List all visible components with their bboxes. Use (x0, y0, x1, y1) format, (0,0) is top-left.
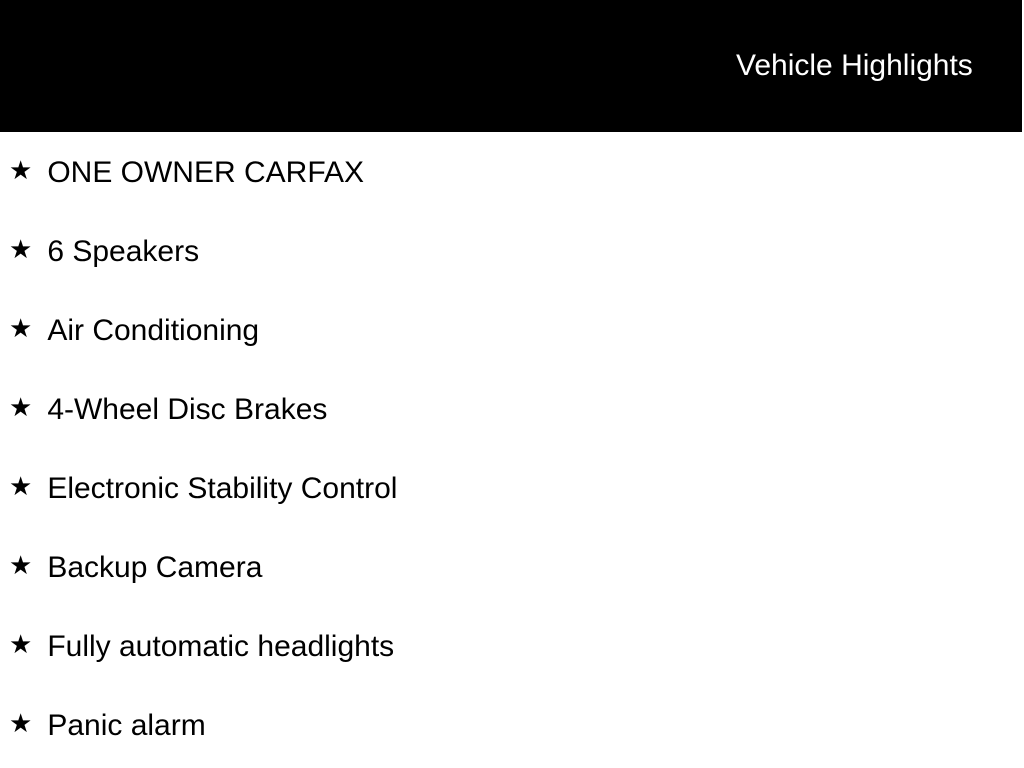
highlight-label: Backup Camera (47, 550, 263, 584)
highlight-item (0, 449, 1024, 528)
highlight-item (0, 133, 1024, 212)
star-icon: ★ (9, 550, 33, 581)
star-icon: ★ (9, 392, 33, 423)
highlight-label: ONE OWNER CARFAX (47, 155, 365, 189)
highlight-item (0, 686, 1024, 765)
highlight-label: 4-Wheel Disc Brakes (47, 392, 328, 426)
highlight-label: Air Conditioning (47, 313, 260, 347)
star-icon: ★ (9, 471, 33, 502)
star-icon: ★ (9, 313, 33, 344)
highlight-label: Panic alarm (47, 708, 206, 742)
header-bar (0, 0, 1022, 132)
star-icon: ★ (9, 234, 33, 265)
highlight-label: Fully automatic headlights (47, 629, 395, 663)
star-icon: ★ (9, 708, 33, 739)
highlight-item (0, 212, 1024, 291)
highlight-item (0, 291, 1024, 370)
star-icon: ★ (9, 629, 33, 660)
highlight-label: Electronic Stability Control (47, 471, 398, 505)
highlight-item (0, 528, 1024, 607)
star-icon: ★ (9, 155, 33, 186)
highlight-label: 6 Speakers (47, 234, 200, 268)
page-title: Vehicle Highlights (736, 49, 973, 82)
highlight-item (0, 370, 1024, 449)
highlight-item (0, 607, 1024, 686)
highlights-list (0, 132, 1024, 765)
